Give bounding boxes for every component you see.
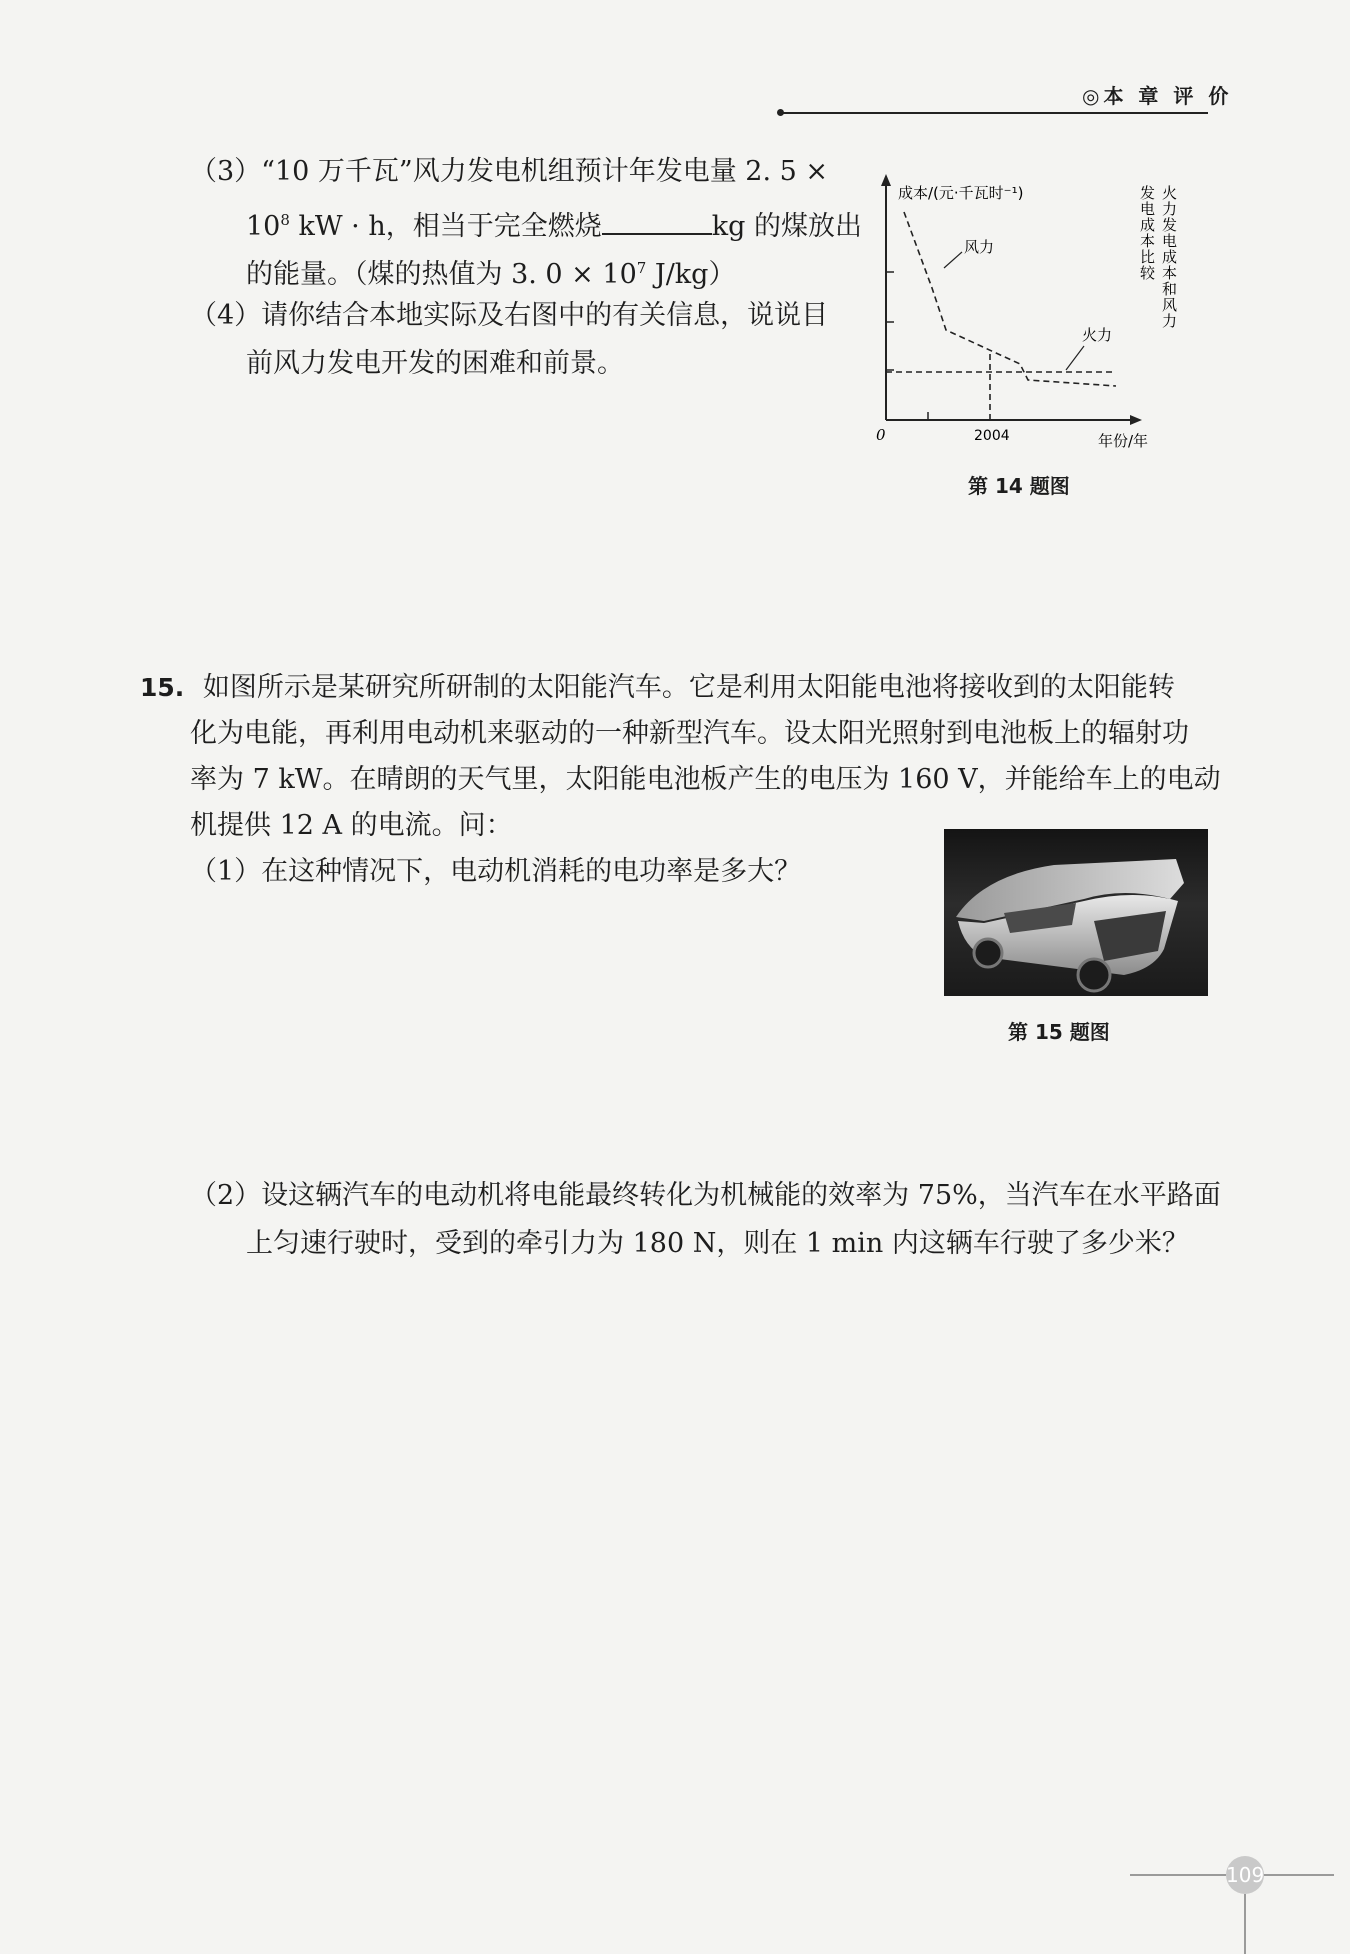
chart-title-glyph: 成	[1162, 248, 1178, 266]
chart-title-glyph: 电	[1162, 232, 1178, 250]
y-axis-label: 成本/(元·千瓦时⁻¹)	[898, 184, 1024, 202]
header-rule	[780, 112, 1208, 114]
section-title: ◎本 章 评 价	[1082, 84, 1233, 108]
q15-part1: （1）在这种情况下，电动机消耗的电功率是多大？	[190, 856, 802, 887]
x-tick-label: 2004	[974, 428, 1010, 444]
wind-leader-line	[944, 252, 962, 268]
q15-intro-line4: 机提供 12 A 的电流。问：	[190, 810, 513, 841]
chart-title-column-2	[1140, 184, 1156, 282]
q15-number: 15.	[140, 673, 185, 702]
figure-14-caption: 第 14 题图	[968, 474, 1070, 498]
page-number: 109	[1226, 1856, 1264, 1894]
chart-title-glyph: 火	[1162, 184, 1178, 202]
thermal-leader-line	[1066, 346, 1084, 370]
q15-part2-line2: 上匀速行驶时，受到的牵引力为 180 N，则在 1 min 内这辆车行驶了多少米？	[246, 1228, 1189, 1259]
answer-blank[interactable]	[602, 205, 712, 235]
y-axis-arrow	[881, 174, 891, 186]
q14-part4-line1: （4）请你结合本地实际及右图中的有关信息，说说目	[190, 300, 829, 331]
q14-part3-line2-c: kg 的煤放出	[711, 211, 862, 242]
page-number-rule-left	[1130, 1874, 1226, 1876]
figure-15-caption: 第 15 题图	[1008, 1020, 1110, 1044]
x-axis-arrow	[1130, 415, 1142, 425]
chart-title-glyph: 较	[1140, 264, 1156, 282]
q15-intro-line2: 化为电能，再利用电动机来驱动的一种新型汽车。设太阳光照射到电池板上的辐射功	[190, 718, 1189, 749]
q15-part2-line1: （2）设这辆汽车的电动机将电能最终转化为机械能的效率为 75%，当汽车在水平路面	[190, 1180, 1221, 1211]
page-number-rule-vertical	[1244, 1894, 1246, 1954]
chart-title-glyph: 本	[1162, 264, 1178, 282]
chart-title-glyph: 成	[1140, 216, 1156, 234]
q14-part4-line2: 前风力发电开发的困难和前景。	[246, 348, 624, 379]
origin-label: 0	[876, 426, 886, 444]
page-number-rule-right	[1264, 1874, 1334, 1876]
chart-title-glyph: 力	[1162, 200, 1178, 218]
series-label-thermal: 火力	[1082, 326, 1113, 344]
chart-title-glyph: 本	[1140, 232, 1156, 250]
q14-part3-line2-b: kW · h，相当于完全燃烧	[289, 211, 602, 242]
q14-part3-line1: （3）“10 万千瓦”风力发电机组预计年发电量 2. 5 ×	[190, 156, 829, 187]
q14-part3-line2-sup: 8	[280, 211, 290, 229]
chart-title-glyph: 力	[1162, 312, 1178, 330]
chart-title-glyph: 电	[1140, 200, 1156, 218]
q14-part3-line3-a: 的能量。（煤的热值为 3. 0 × 10	[246, 259, 637, 290]
q15-line1	[140, 664, 1175, 712]
q14-part3-line2-a: 10	[246, 211, 281, 242]
series-label-wind: 风力	[964, 238, 995, 256]
q15-intro-line1: 如图所示是某研究所研制的太阳能汽车。它是利用太阳能电池将接收到的太阳能转	[202, 672, 1175, 703]
chart-title-glyph: 比	[1140, 248, 1156, 266]
q14-part3-line3	[246, 244, 735, 299]
q14-part3-line2	[246, 196, 862, 251]
chart-title-glyph: 发	[1162, 216, 1178, 234]
chart-title-glyph: 和	[1162, 280, 1178, 298]
chart-title-glyph: 发	[1140, 184, 1156, 202]
q14-part3-line3-sup: 7	[636, 259, 647, 277]
solar-car-illustration	[944, 829, 1208, 996]
chart-title-glyph: 风	[1162, 296, 1178, 314]
q14-part3-line3-b: J/kg）	[646, 259, 736, 290]
q15-intro-line3: 率为 7 kW。在晴朗的天气里，太阳能电池板产生的电压为 160 V，并能给车上的电动	[190, 764, 1221, 795]
solar-car-photo	[944, 829, 1208, 996]
series-wind-line	[904, 212, 1116, 386]
x-axis-label: 年份/年	[1098, 432, 1149, 450]
cost-comparison-chart	[870, 168, 1180, 458]
chart-title-column-1	[1162, 184, 1177, 330]
